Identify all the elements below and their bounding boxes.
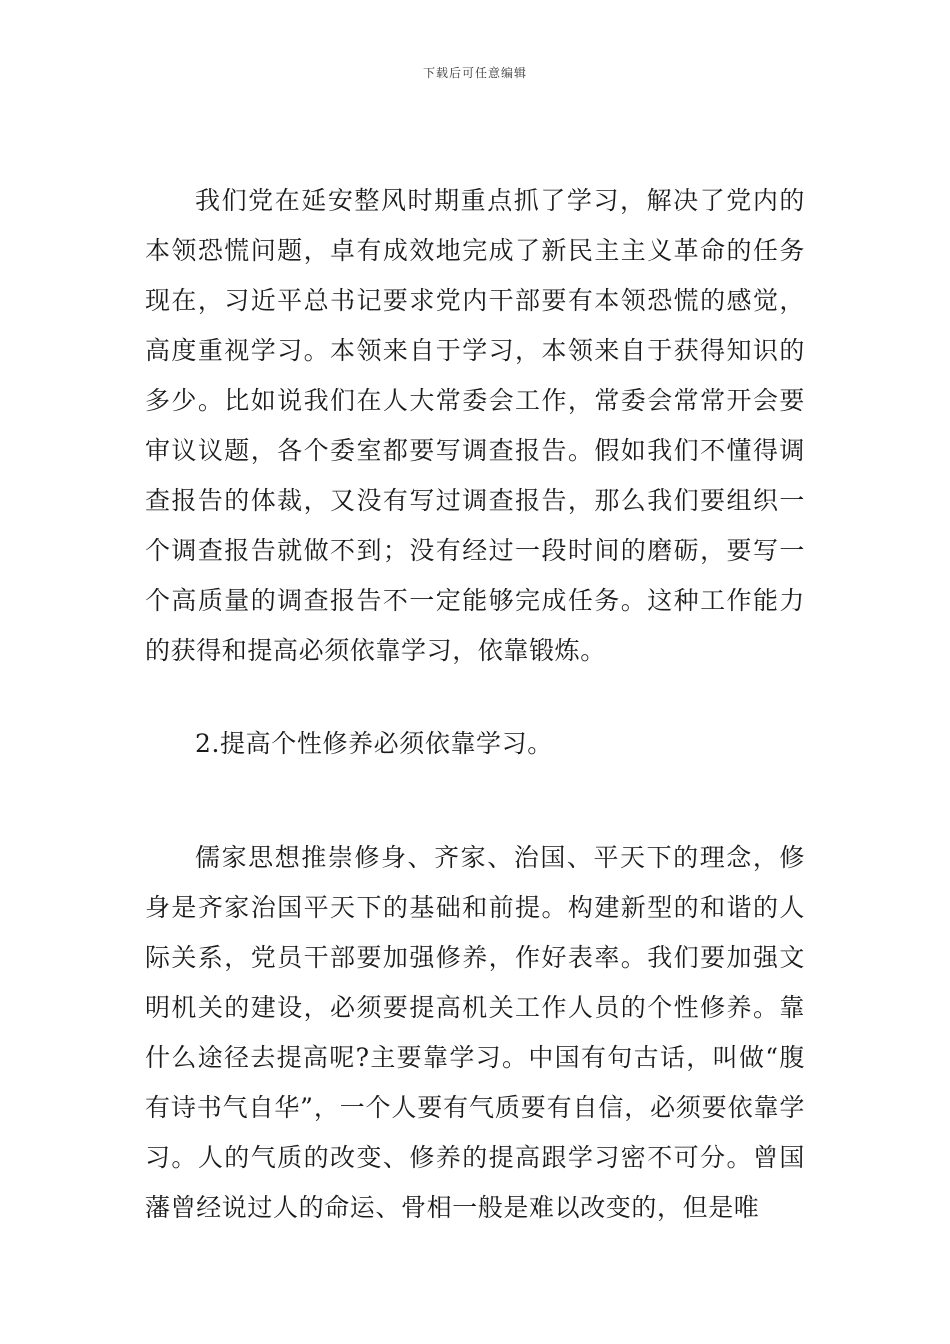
document-body bbox=[145, 176, 805, 1233]
body-paragraph-1: 我们党在延安整风时期重点抓了学习，解决了党内的本领恐慌问题，卓有成效地完成了新民主主义革命的任务现在，习近平总书记要求党内干部要有本领恐慌的感觉，高度重视学习。本领来自于学习，本领来自于获得知识的多少。比如说我们在人大常委会工作，常委会常常开会要审议议题，各个委室都要写调查报告。假如我们不懂得调查报告的体裁，又没有写过调查报告，那么我们要组织一个调查报告就做不到；没有经过一段时间的磨砺，要写一个高质量的调查报告不一定能够完成任务。这种工作能力的获得和提高必须依靠学习，依靠锻炼。 bbox=[145, 186, 805, 665]
page-header: 下载后可任意编辑 bbox=[422, 66, 527, 80]
body-paragraph-2: 儒家思想推崇修身、齐家、治国、平天下的理念，修身是齐家治国平天下的基础和前提。构建新型的和谐的人际关系，党员干部要加强修养，作好表率。我们要加强文明机关的建设，必须要提高机关工作人员的个性修养。靠什么途径去提高呢?主要靠学习。中国有句古话，叫做“腹有诗书气自华”，一个人要有气质要有自信，必须要依靠学习。人的气质的改变、修养的提高跟学习密不可分。曾国藩曾经说过人的命运、骨相一般是难以改变的，但是唯 bbox=[145, 843, 805, 1222]
section-heading: 2.提高个性修养必须依靠学习。 bbox=[195, 729, 553, 758]
